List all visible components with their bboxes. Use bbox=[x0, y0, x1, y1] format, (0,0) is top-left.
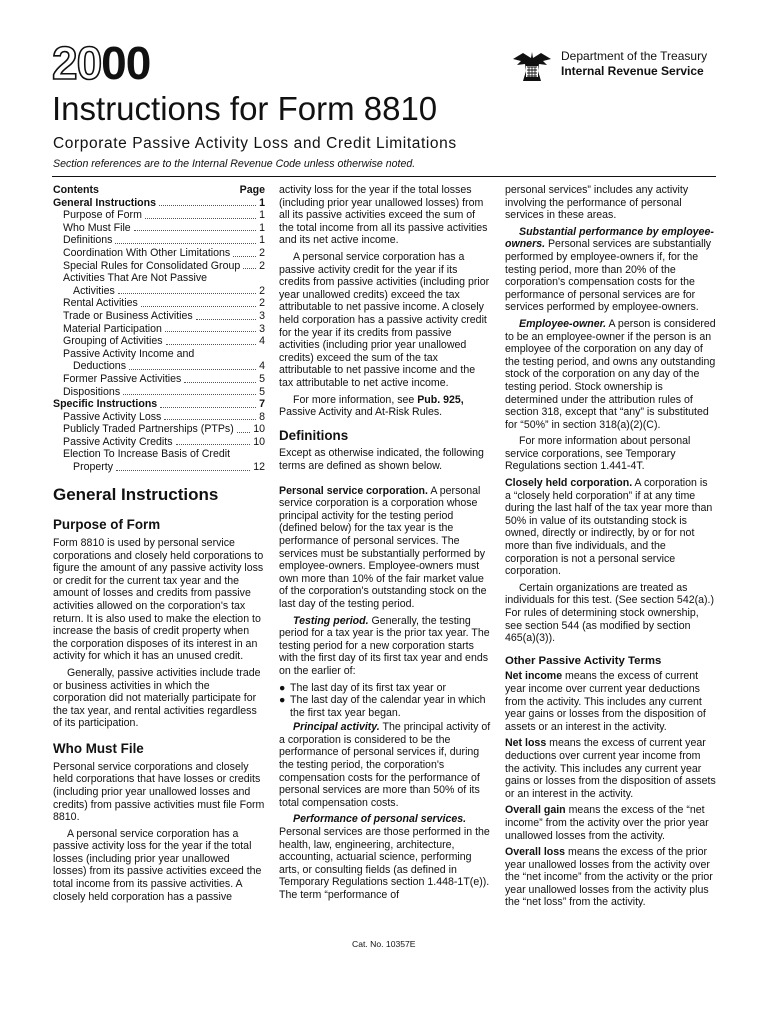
toc-leader bbox=[184, 382, 256, 383]
c2-paragraph-3 bbox=[279, 394, 491, 419]
c3-paragraph-1: personal services” includes any activity involving the performance of personal services in these areas. bbox=[505, 184, 689, 222]
agency-name: Internal Revenue Service bbox=[561, 64, 704, 78]
text: Personal services are those performed in the health, law, engineering, architecture, accounting, actuarial science, performing arts, or consulting fields (as defined in Temporary Regulations section 1.448-1T(e)). The term “performance of bbox=[279, 826, 490, 902]
column-1 bbox=[53, 184, 265, 907]
toc-page: 4 bbox=[259, 360, 265, 373]
testing-period-list bbox=[279, 682, 491, 720]
toc-entry[interactable] bbox=[53, 386, 265, 399]
toc-label: Special Rules for Consolidated Group bbox=[63, 259, 241, 272]
toc-page: 4 bbox=[259, 335, 265, 348]
toc-entry[interactable] bbox=[53, 436, 265, 449]
term: Employee-owner. bbox=[519, 317, 607, 330]
definitions-intro: Except as otherwise indicated, the following terms are defined as shown below. bbox=[279, 447, 484, 473]
certain-orgs-paragraph: Certain organizations are treated as individuals for this test. (See section 542(a).) For rules of determining stock ownership, see section 544 (as modified by section 465(a)(3)). bbox=[505, 581, 715, 645]
term: Net income bbox=[505, 670, 563, 683]
toc-entry-general[interactable] bbox=[53, 197, 265, 210]
toc-leader bbox=[141, 306, 256, 307]
toc-entry-election[interactable] bbox=[53, 448, 265, 473]
toc-entry[interactable] bbox=[53, 310, 265, 323]
toc-label-line2-row bbox=[63, 360, 265, 373]
toc-leader bbox=[164, 419, 256, 420]
more-info-paragraph: For more information about personal service corporations, see Temporary Regulations section 1.441-4T. bbox=[505, 435, 691, 473]
toc-leader bbox=[115, 243, 256, 244]
toc-entry-not-passive[interactable] bbox=[53, 272, 265, 297]
toc-label: Former Passive Activities bbox=[63, 372, 182, 385]
pub-925-link[interactable]: Pub. 925, bbox=[417, 393, 464, 406]
list-item bbox=[279, 682, 491, 695]
page-title: Instructions for Form 8810 bbox=[52, 90, 438, 127]
toc-entry-specific[interactable] bbox=[53, 398, 265, 411]
toc-label: Material Participation bbox=[63, 322, 162, 335]
toc-label-line2: Deductions bbox=[73, 360, 126, 373]
heading-general-instructions: General Instructions bbox=[53, 484, 219, 504]
text: means the excess of current year income over current year deductions from the activity. This includes any current year gains or losses from the disposition of assets or an interest in the activity. bbox=[505, 670, 706, 733]
term: Personal service corporation. bbox=[279, 484, 428, 497]
column-2 bbox=[279, 184, 491, 906]
toc-label: Specific Instructions bbox=[53, 398, 158, 411]
contents-heading: Contents bbox=[53, 184, 99, 196]
toc-page: 12 bbox=[253, 461, 265, 474]
toc-entry[interactable] bbox=[53, 423, 265, 436]
page-subtitle: Corporate Passive Activity Loss and Credit Limitations bbox=[53, 135, 457, 152]
irs-eagle-seal-icon bbox=[511, 49, 553, 83]
heading-who-must-file: Who Must File bbox=[53, 740, 144, 756]
toc-label: Rental Activities bbox=[63, 297, 138, 310]
toc-leader bbox=[134, 230, 256, 231]
text: A person is considered to be an employee-owner if the person is an employee of the corporation on any day of the testing period, and owns any outstanding stock of the corporation on any day of the testing period. Stock ownership is determined under the attribution rules of section 318, except that “any” is substituted for “50%” in section 318(a)(2)(C). bbox=[505, 317, 716, 431]
text: means the excess of the “net income” from the activity over the prior year unallowed losses from the activity. bbox=[505, 804, 709, 842]
text: The last day of the calendar year in which the first tax year began. bbox=[290, 694, 486, 719]
text: The last day of its first tax year or bbox=[290, 681, 447, 694]
header-divider bbox=[52, 176, 716, 177]
term: Net loss bbox=[505, 737, 547, 750]
text: A personal service corporation is a corporation whose principal activity for the testing period (defined below) for the tax year is the performance of personal services. The services must be substantially performed by employee-owners. Employee-owners must own more than 10% of the fair market value of the corporation's outstanding stock on the last day of the testing period. bbox=[279, 484, 487, 610]
toc-entry[interactable] bbox=[53, 247, 265, 260]
toc-label: Passive Activity Credits bbox=[63, 435, 173, 448]
toc-leader bbox=[237, 432, 250, 433]
toc-label-line1: Passive Activity Income and bbox=[63, 347, 195, 360]
toc-entry[interactable] bbox=[53, 260, 265, 273]
toc-label: Publicly Traded Partnerships (PTPs) bbox=[63, 423, 234, 436]
performance-services-definition bbox=[279, 813, 491, 901]
form-year bbox=[52, 37, 151, 89]
toc-page: 5 bbox=[259, 385, 265, 398]
toc-label: Grouping of Activities bbox=[63, 335, 163, 348]
term: Overall gain bbox=[505, 804, 566, 817]
toc-label: General Instructions bbox=[53, 196, 157, 209]
overall-loss-definition bbox=[505, 846, 716, 909]
toc-page: 8 bbox=[259, 410, 265, 423]
text: A corporation is a “closely held corporation” if at any time during the last half of the tax year more than 50% in value of its outstanding stock is owned, directly or indirectly, by or for not more than five individuals, and the corporation is not a personal service corporation. bbox=[505, 477, 713, 578]
closely-held-definition bbox=[505, 477, 716, 578]
toc-leader bbox=[145, 218, 256, 219]
toc-leader bbox=[243, 268, 256, 269]
toc-page: 1 bbox=[259, 209, 265, 222]
term: Testing period. bbox=[293, 614, 369, 627]
toc-leader bbox=[166, 344, 257, 345]
toc-entry[interactable] bbox=[53, 373, 265, 386]
toc-leader bbox=[176, 444, 251, 445]
toc-page: 3 bbox=[259, 322, 265, 335]
irs-block bbox=[511, 49, 707, 83]
toc-leader bbox=[123, 394, 256, 395]
heading-other-terms: Other Passive Activity Terms bbox=[505, 654, 662, 667]
toc-label-line2-row bbox=[63, 285, 265, 298]
toc-entry[interactable] bbox=[53, 222, 265, 235]
toc-label: Coordination With Other Limitations bbox=[63, 246, 231, 259]
section-reference-note: Section references are to the Internal Revenue Code unless otherwise noted. bbox=[53, 158, 416, 170]
purpose-paragraph-1: Form 8810 is used by personal service corporations and closely held corporations to figure the amount of any passive activity loss or credit for the current tax year and the amount of losses and credits from passive activities allowed on the corporation's tax return. It is also used to make the election to increase the basis of credit property when the corporation disposes of its interest in an activity for which it has an unused credit. bbox=[53, 537, 264, 663]
bullet-icon: ● bbox=[279, 694, 286, 707]
toc-entry[interactable] bbox=[53, 234, 265, 247]
toc-page: 7 bbox=[259, 398, 265, 411]
toc-label: Who Must File bbox=[63, 221, 131, 234]
term: Performance of personal services. bbox=[293, 813, 467, 826]
toc-entry[interactable] bbox=[53, 209, 265, 222]
toc-label-line1: Activities That Are Not Passive bbox=[63, 272, 208, 285]
c2-paragraph-1: activity loss for the year if the total losses (including prior year unallowed losses) from all its passive activities exceed the sum of the total income from all its passive activities and its net active income. bbox=[279, 184, 488, 247]
toc-leader bbox=[196, 319, 256, 320]
year-solid-digits: 00 bbox=[101, 37, 151, 89]
year-outline-digits: 20 bbox=[52, 37, 102, 89]
bullet-icon: ● bbox=[279, 681, 286, 694]
toc-page: 2 bbox=[259, 246, 265, 259]
catalog-number: Cat. No. 10357E bbox=[352, 939, 416, 949]
text: means the excess of current year deductions over current year income from the activity. This includes any current year gains or losses from the disposition of assets or an interest in the activity. bbox=[505, 737, 716, 800]
toc-entry[interactable] bbox=[53, 297, 265, 310]
toc-label: Definitions bbox=[63, 234, 113, 247]
toc-label-line1: Election To Increase Basis of Credit bbox=[63, 448, 231, 461]
toc-page: 10 bbox=[253, 435, 265, 448]
term: Principal activity. bbox=[293, 721, 380, 734]
heading-definitions: Definitions bbox=[279, 427, 349, 443]
overall-gain-definition bbox=[505, 804, 716, 842]
c2-paragraph-2: A personal service corporation has a passive activity credit for the year if its credits from passive activities (including prior year unallowed credits) exceed the tax attributable to net passive income. A closely held corporation has a passive activity credit for the year if its credits from passive activities (including prior year unallowed credits) exceed the sum of the tax attributable to net passive income and the tax attributable to net active income. bbox=[279, 250, 490, 389]
toc-label: Purpose of Form bbox=[63, 209, 142, 222]
employee-owner-definition bbox=[505, 318, 716, 431]
list-item bbox=[279, 694, 491, 719]
text: For more information, see bbox=[293, 393, 418, 406]
net-income-definition bbox=[505, 670, 716, 733]
toc-label: Dispositions bbox=[63, 385, 121, 398]
toc-leader bbox=[116, 470, 250, 471]
testing-period-definition bbox=[279, 615, 491, 678]
who-paragraph-2: A personal service corporation has a passive activity loss for the year if the total losses (including prior year unallowed losses) from its passive activities exceed the total income from its passive activities. A closely held corporation has a passive bbox=[53, 827, 262, 903]
contents-header bbox=[53, 184, 265, 197]
toc-label-line2-row bbox=[63, 461, 265, 474]
contents-page-heading: Page bbox=[239, 184, 265, 196]
column-3 bbox=[505, 184, 716, 913]
toc-page: 1 bbox=[259, 221, 265, 234]
heading-purpose-of-form: Purpose of Form bbox=[53, 517, 161, 533]
toc-leader bbox=[233, 256, 256, 257]
term: Overall loss bbox=[505, 846, 566, 859]
who-paragraph-1: Personal service corporations and closely held corporations that have losses or credits (including prior year unallowed losses and credits) from passive activities must file Form 8810. bbox=[53, 760, 265, 824]
text: The principal activity of a corporation is considered to be the performance of personal services if, during the testing period, the corporation's compensation costs for the performance of personal services are more than 50% of its total compensation costs. bbox=[279, 721, 491, 809]
toc-page: 2 bbox=[259, 297, 265, 310]
toc-label: Passive Activity Loss bbox=[63, 410, 162, 423]
text: Personal services are substantially performed by employee-owners if, for the testing period, more than 20% of the corporation's compensation costs for the performance of personal services are for services performed by employee-owners. bbox=[505, 238, 712, 314]
toc-leader bbox=[160, 407, 256, 408]
toc-label: Trade or Business Activities bbox=[63, 309, 193, 322]
purpose-paragraph-2: Generally, passive activities include trade or business activities in which the corporation did not materially participate for the tax year, and rental activities regardless of its participation. bbox=[53, 667, 261, 730]
toc-page: 2 bbox=[259, 284, 265, 297]
term: Substantial performance by employee-owners. bbox=[505, 225, 714, 251]
toc-leader bbox=[159, 205, 256, 206]
principal-activity-definition bbox=[279, 721, 491, 809]
toc-page: 2 bbox=[259, 259, 265, 272]
toc-entry[interactable] bbox=[53, 335, 265, 348]
psc-definition bbox=[279, 485, 491, 611]
toc-label-line2: Property bbox=[73, 461, 114, 474]
toc-label-line2: Activities bbox=[73, 284, 115, 297]
text: Passive Activity and At-Risk Rules. bbox=[279, 406, 443, 419]
toc-page: 5 bbox=[259, 372, 265, 385]
toc-page: 1 bbox=[259, 196, 265, 209]
toc-page: 1 bbox=[259, 234, 265, 247]
irs-text bbox=[561, 49, 707, 79]
toc-entry[interactable] bbox=[53, 323, 265, 336]
toc-leader bbox=[118, 293, 256, 294]
text: Generally, the testing period for a tax year is the prior tax year. The testing period for a new corporation starts with the first day of its first tax year and ends on the earlier of: bbox=[279, 614, 490, 677]
toc-leader bbox=[129, 369, 256, 370]
department-name: Department of the Treasury bbox=[561, 49, 708, 63]
term: Closely held corporation. bbox=[505, 477, 633, 490]
toc-page: 10 bbox=[253, 423, 265, 436]
toc-entry-income[interactable] bbox=[53, 348, 265, 373]
substantial-performance-definition bbox=[505, 226, 716, 314]
toc-leader bbox=[165, 331, 256, 332]
net-loss-definition bbox=[505, 737, 716, 800]
text: means the excess of the prior year unallowed losses from the activity over the “net income” from the activity or the prior year unallowed losses from the activity plus the “net loss” from the activity. bbox=[505, 846, 713, 909]
toc-page: 3 bbox=[259, 309, 265, 322]
toc-entry[interactable] bbox=[53, 411, 265, 424]
